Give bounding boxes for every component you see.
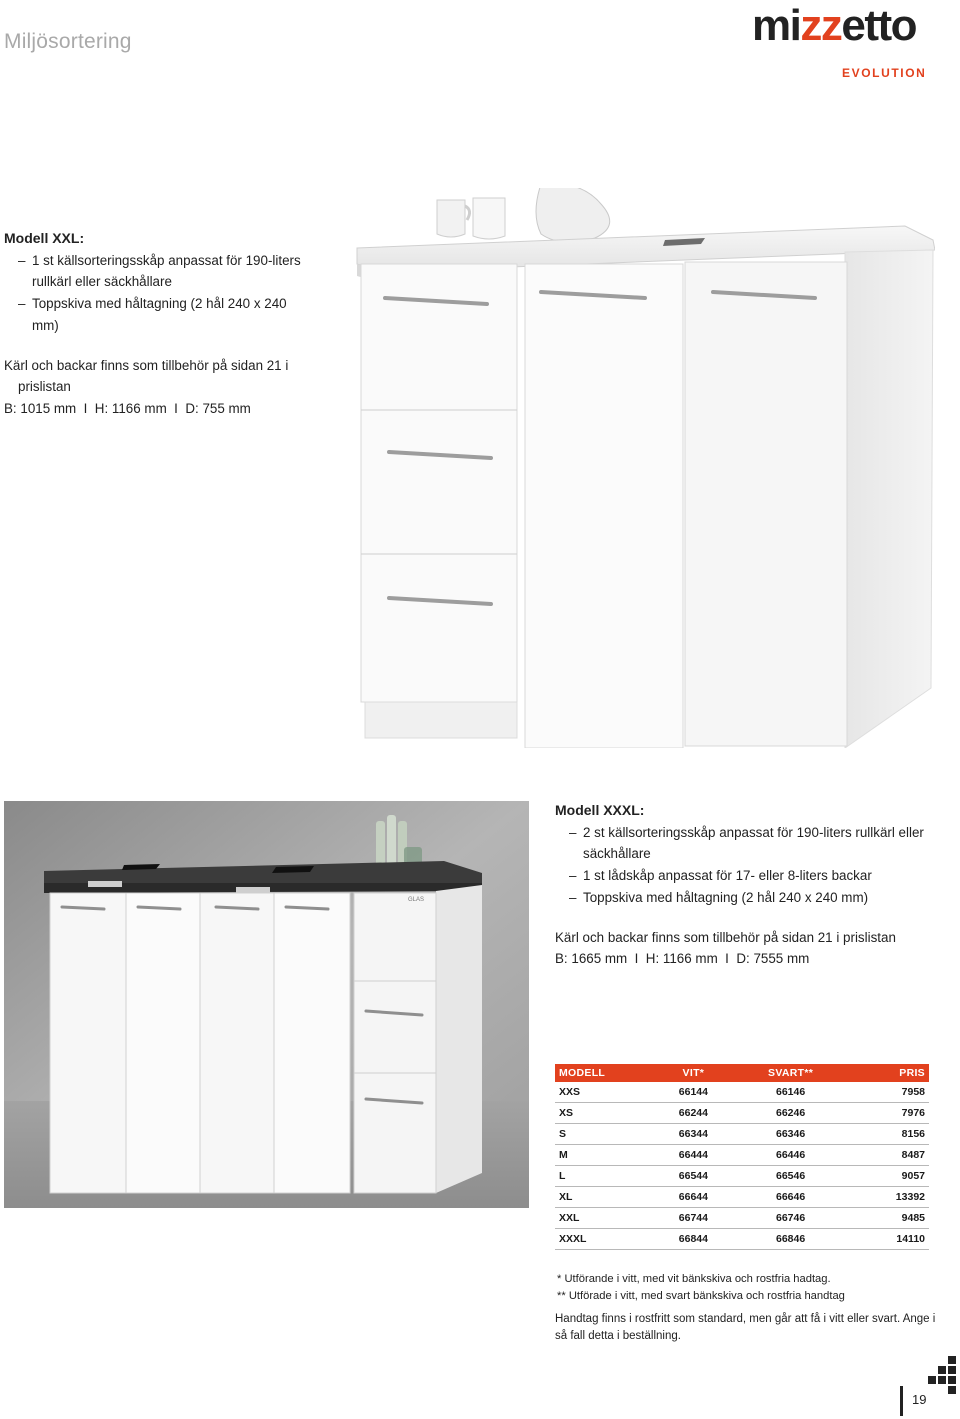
black-code-cell: 66646 [735, 1187, 847, 1208]
model-cell: XXL [555, 1208, 652, 1229]
white-code-cell: 66444 [652, 1145, 734, 1166]
model-xxxl-bullet: – 2 st källsorteringsskåp anpassat för 190-liters rullkärl eller säckhållare [555, 822, 935, 865]
model-cell: L [555, 1166, 652, 1187]
black-code-cell: 66846 [735, 1229, 847, 1250]
black-code-cell: 66346 [735, 1124, 847, 1145]
table-row [555, 1187, 929, 1208]
table-row [555, 1082, 929, 1103]
white-code-cell: 66844 [652, 1229, 734, 1250]
model-xxxl-accessories: Kärl och backar finns som tillbehör på sidan 21 i prislistan [555, 929, 896, 945]
price-cell: 14110 [847, 1229, 929, 1250]
column-header-black: SVART** [735, 1064, 847, 1082]
model-xxl-bullet: – Toppskiva med håltagning (2 hål 240 x 240 mm) [4, 293, 314, 336]
cabinet-xxl-photo [345, 188, 935, 748]
footnote-white: * Utförande i vitt, med vit bänkskiva och rostfria hadtag. [557, 1273, 831, 1285]
model-xxxl-description [555, 800, 935, 970]
black-code-cell: 66246 [735, 1103, 847, 1124]
model-xxxl-dimensions: B: 1665 mm I H: 1166 mm I D: 7555 mm [555, 951, 810, 967]
table-row [555, 1124, 929, 1145]
black-code-cell: 66446 [735, 1145, 847, 1166]
model-cell: XS [555, 1103, 652, 1124]
table-row [555, 1166, 929, 1187]
model-xxl-accessories: Kärl och backar finns som tillbehör på sidan 21 i prislistan [4, 357, 289, 395]
model-cell: XL [555, 1187, 652, 1208]
white-code-cell: 66644 [652, 1187, 734, 1208]
footnote-black: ** Utförade i vitt, med svart bänkskiva och rostfria handtag [557, 1290, 845, 1302]
table-row [555, 1229, 929, 1250]
model-cell: XXS [555, 1082, 652, 1103]
model-xxl-description [4, 228, 314, 420]
page-number: 19 [912, 1392, 927, 1407]
black-code-cell: 66546 [735, 1166, 847, 1187]
price-table-header-row [555, 1064, 929, 1082]
black-code-cell: 66146 [735, 1082, 847, 1103]
model-cell: M [555, 1145, 652, 1166]
brand-logo [752, 1, 917, 50]
white-code-cell: 66344 [652, 1124, 734, 1145]
tableware-decoration [437, 188, 610, 242]
handle-note: Handtag finns i rostfritt som standard, men går att få i vitt eller svart. Ange i så fall detta i beställning. [555, 1313, 936, 1342]
model-xxxl-bullet: – 1 st lådskåp anpassat för 17- eller 8-liters backar [555, 865, 935, 887]
pixel-pattern-decoration [896, 1356, 960, 1419]
brand-logo-part3: etto [841, 1, 917, 50]
price-cell: 9485 [847, 1208, 929, 1229]
cabinet-xxxl-photo [4, 801, 529, 1208]
column-header-model: MODELL [555, 1064, 652, 1082]
model-cell: XXXL [555, 1229, 652, 1250]
price-cell: 9057 [847, 1166, 929, 1187]
white-code-cell: 66544 [652, 1166, 734, 1187]
price-cell: 8156 [847, 1124, 929, 1145]
brand-subline: EVOLUTION [842, 66, 927, 80]
price-table [555, 1064, 929, 1250]
model-xxl-heading: Modell XXL: [4, 230, 85, 246]
price-cell: 7958 [847, 1082, 929, 1103]
glas-label: GLAS [408, 897, 425, 903]
model-xxl-bullet: – 1 st källsorteringsskåp anpassat för 190-liters rullkärl eller säckhållare [4, 250, 314, 293]
model-xxxl-bullet: – Toppskiva med håltagning (2 hål 240 x 240 mm) [555, 887, 935, 909]
table-row [555, 1103, 929, 1124]
black-code-cell: 66746 [735, 1208, 847, 1229]
model-cell: S [555, 1124, 652, 1145]
column-header-price: PRIS [847, 1064, 929, 1082]
model-xxxl-heading: Modell XXXL: [555, 802, 645, 818]
table-row [555, 1145, 929, 1166]
brand-logo-part2: zz [800, 1, 842, 50]
price-cell: 13392 [847, 1187, 929, 1208]
table-row [555, 1208, 929, 1229]
page-title: Miljösortering [4, 30, 132, 53]
column-header-white: VIT* [652, 1064, 734, 1082]
model-xxl-dimensions: B: 1015 mm I H: 1166 mm I D: 755 mm [4, 400, 251, 416]
white-code-cell: 66144 [652, 1082, 734, 1103]
white-code-cell: 66244 [652, 1103, 734, 1124]
white-code-cell: 66744 [652, 1208, 734, 1229]
price-cell: 8487 [847, 1145, 929, 1166]
price-cell: 7976 [847, 1103, 929, 1124]
brand-logo-part1: mi [752, 1, 801, 50]
